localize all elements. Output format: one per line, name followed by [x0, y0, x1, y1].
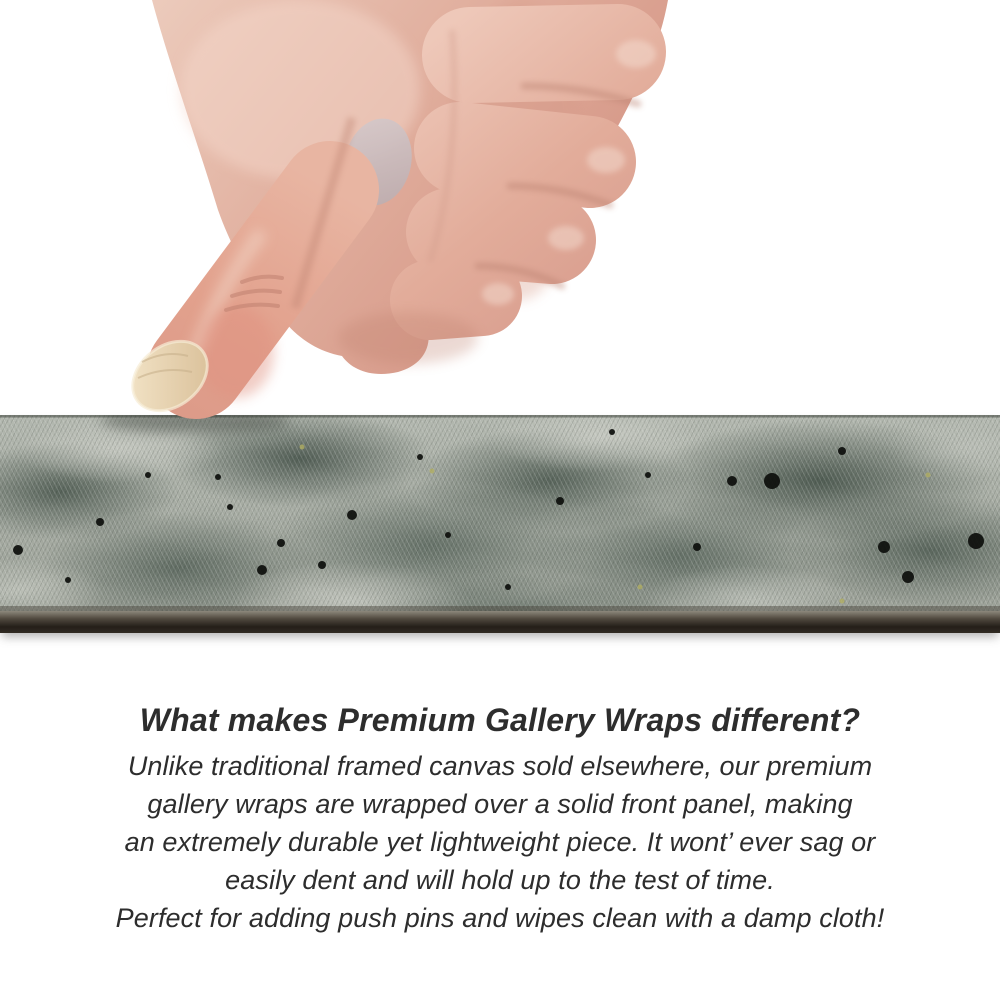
finger-middle	[460, 148, 590, 162]
caption-line: Unlike traditional framed canvas sold elsewhere, our premium	[127, 751, 873, 781]
hand-photo	[0, 0, 760, 470]
caption-heading: What makes Premium Gallery Wraps different?	[139, 702, 861, 738]
hand-illustration	[0, 0, 760, 470]
caption-line: Perfect for adding push pins and wipes clean with a damp cloth!	[115, 903, 885, 933]
finger-index	[470, 52, 618, 55]
caption-line: gallery wraps are wrapped over a solid front panel, making	[147, 789, 853, 819]
finger-ring	[450, 232, 552, 240]
caption-line: easily dent and will hold up to the test of time.	[225, 865, 775, 895]
caption-block	[0, 702, 1000, 937]
thumb-tip-redness	[198, 306, 274, 398]
caption-line: an extremely durable yet lightweight piece. It wont’ ever sag or	[124, 827, 876, 857]
pinky-shadow	[338, 312, 478, 364]
canvas-edge-dark-border	[0, 611, 1000, 633]
finger-pinky	[430, 296, 482, 300]
